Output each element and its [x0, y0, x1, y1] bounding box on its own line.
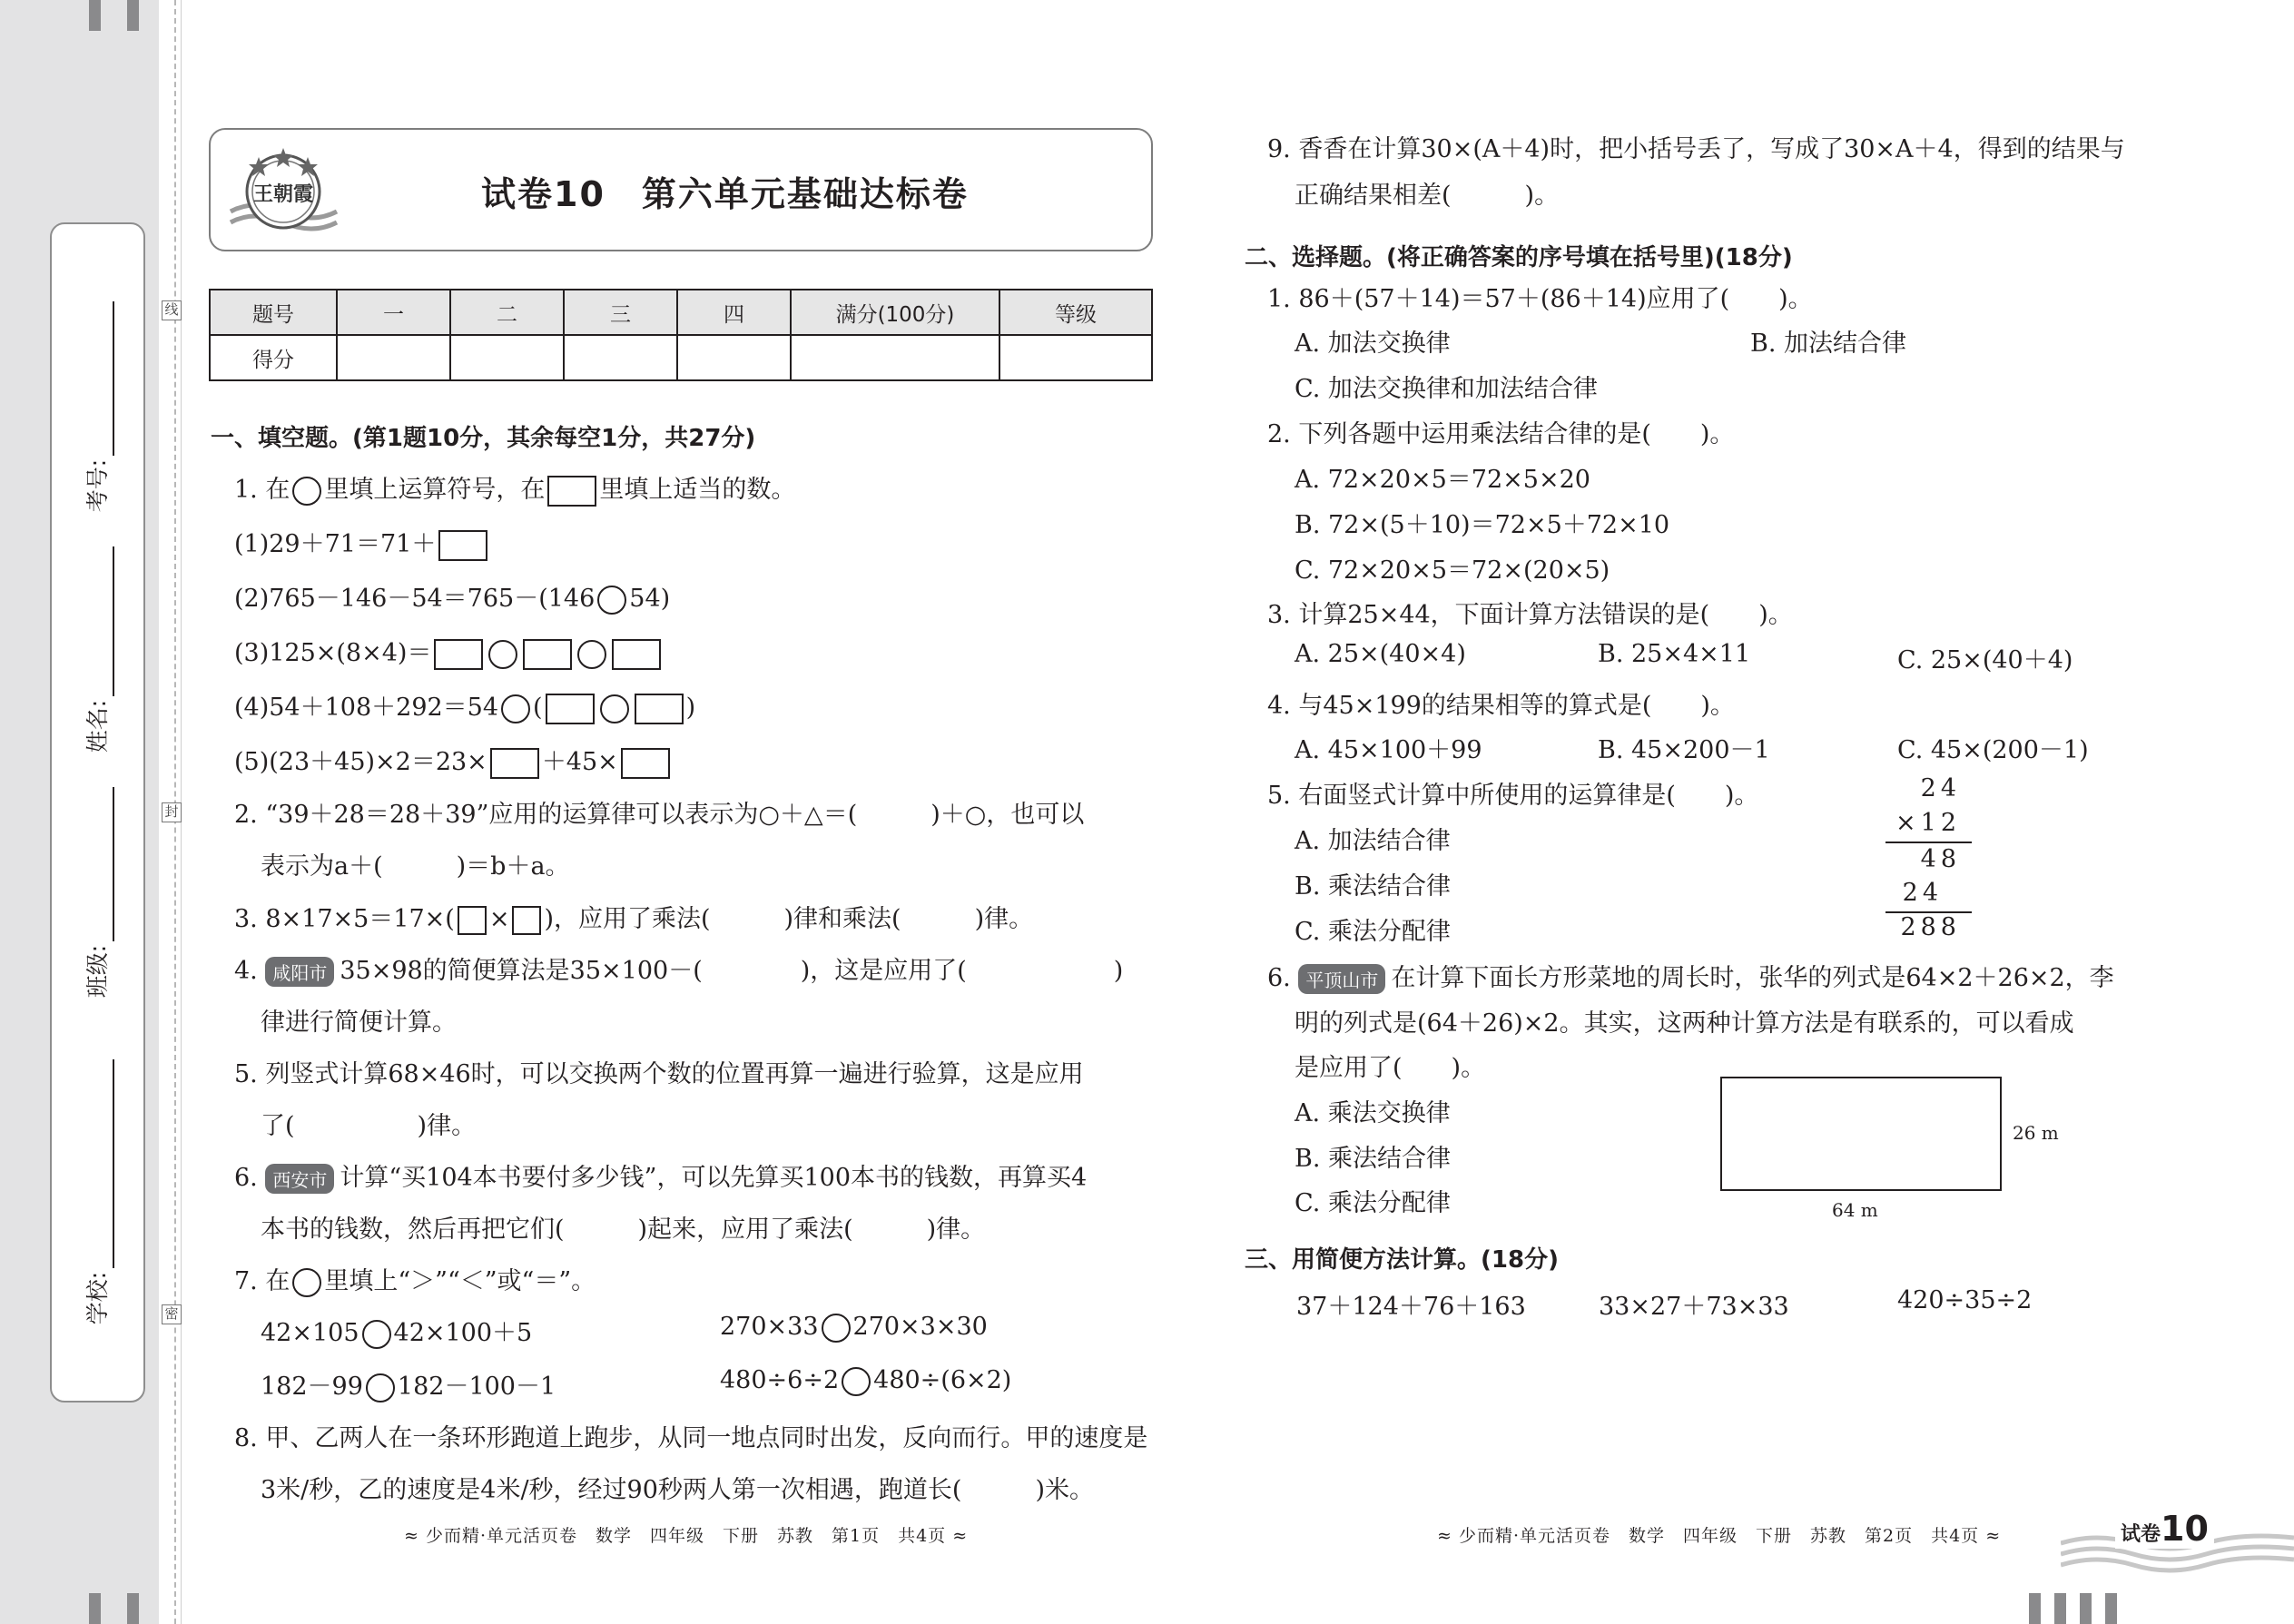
binding-mark-feng: 封 [162, 802, 182, 822]
answer-box[interactable] [512, 906, 541, 935]
question-6-line-1: 6. 西安市 计算“买104本书要付多少钱”，可以先算买100本书的钱数，再算买4 [234, 1164, 1088, 1192]
registration-mark [89, 0, 101, 31]
banji-field[interactable] [113, 787, 114, 941]
score-cell: 等级 [999, 290, 1152, 335]
banji-label: 班级: [84, 944, 112, 999]
question-1-3: (3)125×(8×4)＝ [234, 633, 664, 670]
choice-4-question: 4. 与45×199的结果相等的算式是( )。 [1267, 692, 1735, 720]
choice-4-option-c[interactable]: C. 45×(200－1) [1897, 736, 2089, 764]
page-footer-left: ≈ 少而精·单元活页卷 数学 四年级 下册 苏教 第1页 共4页 ≈ [404, 1526, 969, 1546]
question-7-row-1-right: 270×33 270×3×30 [720, 1313, 988, 1341]
compare-circle[interactable] [842, 1367, 871, 1396]
registration-mark [2080, 1593, 2092, 1624]
choice-6-line-1: 6. 平顶山市 在计算下面长方形菜地的周长时，张华的列式是64×2＋26×2，李 [1267, 964, 2114, 992]
score-table-score-row [210, 335, 1152, 380]
registration-mark [127, 1593, 139, 1624]
answer-box[interactable] [438, 530, 487, 561]
question-9-line-1: 9. 香香在计算30×(A＋4)时，把小括号丢了，写成了30×A＋4，得到的结果与 [1267, 135, 2125, 163]
operator-circle-sample [292, 477, 321, 506]
choice-2-question: 2. 下列各题中运用乘法结合律的是( )。 [1267, 420, 1735, 448]
question-7-row-2-right: 480÷6÷2 480÷(6×2) [720, 1366, 1012, 1394]
question-7-row-1-left: 42×105 42×100＋5 [261, 1319, 533, 1347]
binding-mark-xian: 线 [162, 300, 182, 320]
choice-3-option-b[interactable]: B. 25×4×11 [1598, 640, 1751, 668]
question-7-row-2-left: 182－99 182－100－1 [261, 1373, 556, 1401]
choice-5-question: 5. 右面竖式计算中所使用的运算律是( )。 [1267, 782, 1759, 810]
vertical-calc-multiplicand: 24 [1920, 774, 1961, 802]
answer-box[interactable] [546, 694, 595, 724]
exam-number-badge: 试卷10 [2115, 1509, 2214, 1549]
rectangle-height-label: 26 m [2013, 1122, 2059, 1144]
registration-mark [2054, 1593, 2066, 1624]
question-6-line-2: 本书的钱数，然后再把它们( )起来，应用了乘法( )律。 [261, 1216, 986, 1244]
operator-circle[interactable] [488, 640, 517, 669]
registration-mark [2029, 1593, 2041, 1624]
student-info-box [50, 222, 145, 1403]
choice-6-line-2: 明的列式是(64＋26)×2。其实，这两种计算方法是有联系的，可以看成 [1295, 1009, 2074, 1038]
choice-6-line-3: 是应用了( )。 [1295, 1054, 1486, 1082]
score-table [209, 289, 1153, 381]
answer-box[interactable] [621, 748, 670, 779]
choice-2-option-c[interactable]: C. 72×20×5＝72×(20×5) [1295, 556, 1610, 585]
publisher-seal-logo [227, 141, 340, 241]
xuexiao-label: 学校: [84, 1271, 112, 1325]
choice-1-option-c[interactable]: C. 加法交换律和加法结合律 [1295, 375, 1598, 403]
compare-circle[interactable] [362, 1320, 391, 1349]
vertical-calc-partial-1: 48 [1920, 845, 1961, 873]
question-8-line-2: 3米/秒，乙的速度是4米/秒，经过90秒两人第一次相遇，跑道长( )米。 [261, 1476, 1094, 1504]
answer-box[interactable] [523, 639, 572, 670]
choice-6-option-b[interactable]: B. 乘法结合律 [1295, 1145, 1452, 1173]
score-input-cell[interactable] [564, 335, 677, 380]
score-cell: 一 [337, 290, 450, 335]
binding-mark-mi: 密 [162, 1304, 182, 1324]
choice-6-option-a[interactable]: A. 乘法交换律 [1295, 1099, 1451, 1127]
choice-1-option-a[interactable]: A. 加法交换律 [1295, 330, 1451, 358]
registration-mark [127, 0, 139, 31]
xingming-label: 姓名: [84, 699, 112, 753]
vertical-calc-rule [1885, 842, 1972, 843]
choice-5-option-b[interactable]: B. 乘法结合律 [1295, 872, 1452, 901]
region-tag: 西安市 [265, 1164, 334, 1194]
operator-circle[interactable] [597, 586, 626, 615]
choice-3-question: 3. 计算25×44，下面计算方法错误的是( )。 [1267, 601, 1793, 629]
calc-item: 420÷35÷2 [1897, 1286, 2033, 1314]
question-1-4: (4)54＋108＋292＝54 ( ) [234, 687, 695, 724]
answer-box[interactable] [458, 906, 487, 935]
question-5-line-2: 了( )律。 [261, 1112, 477, 1140]
score-cell: 四 [677, 290, 791, 335]
question-2-line-2: 表示为a＋( )＝b＋a。 [261, 852, 570, 881]
answer-box[interactable] [635, 694, 684, 724]
section-1-heading: 一、填空题。(第1题10分，其余每空1分，共27分) [211, 425, 756, 452]
score-input-cell[interactable] [337, 335, 450, 380]
choice-1-question: 1. 86＋(57＋14)＝57＋(86＋14)应用了( )。 [1267, 285, 1813, 313]
choice-2-option-b[interactable]: B. 72×(5＋10)＝72×5＋72×10 [1295, 511, 1670, 539]
answer-box-sample [547, 476, 596, 507]
choice-4-option-b[interactable]: B. 45×200－1 [1598, 736, 1770, 764]
calc-item: 33×27＋73×33 [1599, 1293, 1789, 1321]
kaohao-field[interactable] [113, 301, 114, 456]
exam-title: 试卷10 第六单元基础达标卷 [481, 174, 969, 214]
answer-box[interactable] [490, 748, 539, 779]
question-5-line-1: 5. 列竖式计算68×46时，可以交换两个数的位置再算一遍进行验算，这是应用 [234, 1060, 1084, 1088]
score-cell: 三 [564, 290, 677, 335]
answer-box[interactable] [434, 639, 483, 670]
question-8-line-1: 8. 甲、乙两人在一条环形跑道上跑步，从同一地点同时出发，反向而行。甲的速度是 [234, 1424, 1148, 1452]
calc-item: 37＋124＋76＋163 [1296, 1293, 1526, 1321]
score-input-cell[interactable] [450, 335, 564, 380]
choice-4-option-a[interactable]: A. 45×100＋99 [1295, 736, 1482, 764]
score-input-cell[interactable] [791, 335, 999, 380]
region-tag: 平顶山市 [1298, 964, 1385, 994]
kaohao-label: 考号: [84, 458, 112, 513]
svg-text:王朝霞: 王朝霞 [252, 182, 314, 206]
region-tag: 咸阳市 [265, 957, 334, 987]
question-7: 7. 在 里填上“＞”“＜”或“＝”。 [234, 1267, 596, 1295]
score-cell: 二 [450, 290, 564, 335]
choice-5-option-a[interactable]: A. 加法结合律 [1295, 827, 1451, 855]
section-3-heading: 三、用简便方法计算。(18分) [1245, 1246, 1559, 1274]
question-4-line-1: 4. 咸阳市 35×98的简便算法是35×100－( )，这是应用了( ) [234, 957, 1124, 985]
registration-mark [2105, 1593, 2117, 1624]
vertical-calc-product: 288 [1900, 913, 1961, 941]
operator-circle[interactable] [501, 694, 530, 723]
score-cell: 得分 [210, 335, 337, 380]
question-2-line-1: 2. “39＋28＝28＋39”应用的运算律可以表示为○＋△＝( )＋○，也可以 [234, 801, 1085, 829]
compare-circle[interactable] [822, 1314, 851, 1343]
score-cell: 满分(100分) [791, 290, 999, 335]
question-1: 1. 在 里填上运算符号，在 里填上适当的数。 [234, 469, 795, 507]
question-4-line-2: 律进行简便计算。 [261, 1009, 457, 1037]
score-input-cell[interactable] [999, 335, 1152, 380]
vegetable-plot-rectangle [1720, 1077, 2002, 1191]
choice-3-option-c[interactable]: C. 25×(40＋4) [1897, 646, 2073, 674]
rectangle-width-label: 64 m [1832, 1199, 1878, 1221]
xingming-field[interactable] [113, 546, 114, 696]
choice-2-option-a[interactable]: A. 72×20×5＝72×5×20 [1295, 466, 1590, 494]
operator-circle[interactable] [600, 694, 629, 723]
choice-5-option-c[interactable]: C. 乘法分配律 [1295, 918, 1451, 946]
xuexiao-field[interactable] [113, 1059, 114, 1268]
choice-3-option-a[interactable]: A. 25×(40×4) [1295, 640, 1466, 668]
question-1-5: (5)(23＋45)×2＝23× ＋45× [234, 742, 673, 779]
question-1-1: (1)29＋71＝71＋ [234, 524, 490, 561]
page-footer-right: ≈ 少而精·单元活页卷 数学 四年级 下册 苏教 第2页 共4页 ≈ [1437, 1526, 2002, 1546]
compare-circle-sample [292, 1268, 321, 1297]
choice-6-option-c[interactable]: C. 乘法分配律 [1295, 1189, 1451, 1217]
compare-circle[interactable] [366, 1373, 395, 1403]
vertical-calc-partial-2: 24 [1902, 879, 1943, 907]
score-input-cell[interactable] [677, 335, 791, 380]
score-cell: 题号 [210, 290, 337, 335]
choice-1-option-b[interactable]: B. 加法结合律 [1750, 330, 1907, 358]
question-1-2: (2)765－146－54＝765－(146 54) [234, 585, 671, 613]
answer-box[interactable] [612, 639, 661, 670]
operator-circle[interactable] [577, 640, 606, 669]
vertical-calc-multiplier: ×12 [1895, 809, 1961, 837]
score-table-header-row [210, 290, 1152, 335]
question-9-line-2: 正确结果相差( )。 [1295, 182, 1560, 210]
section-2-heading: 二、选择题。(将正确答案的序号填在括号里)(18分) [1245, 244, 1793, 271]
registration-mark [89, 1593, 101, 1624]
question-3: 3. 8×17×5＝17×( × )，应用了乘法( )律和乘法( )律。 [234, 905, 1034, 933]
